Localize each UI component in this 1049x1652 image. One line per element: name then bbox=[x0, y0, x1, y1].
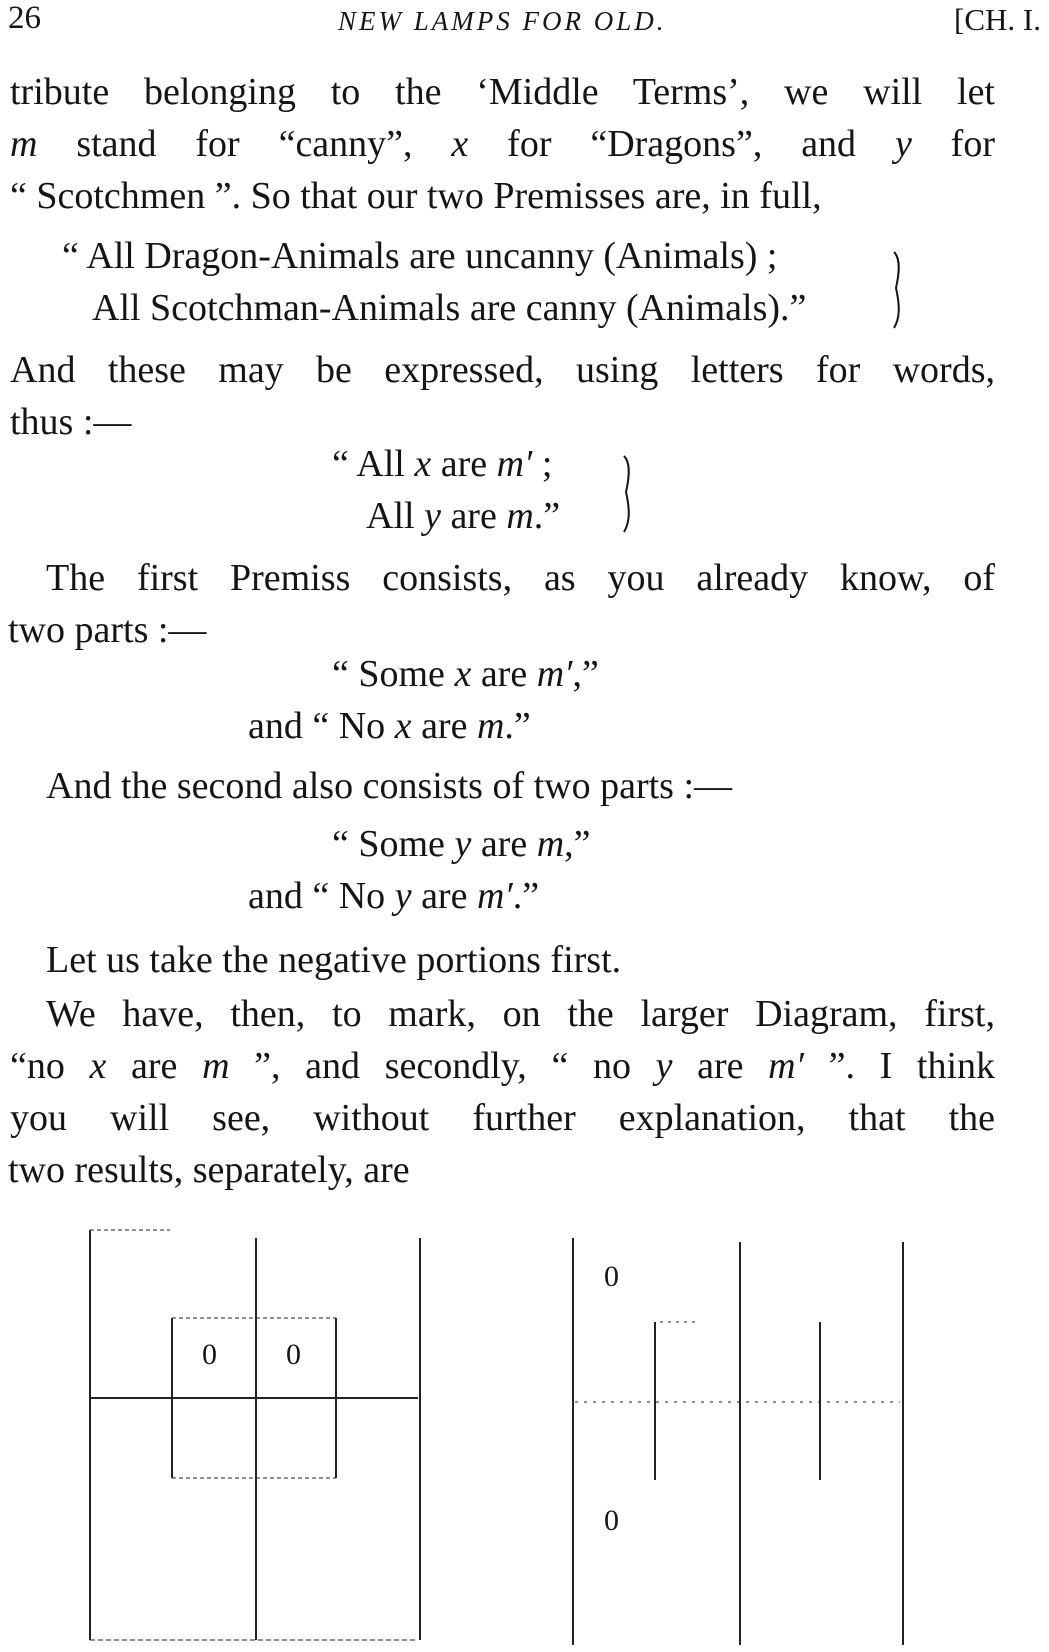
paragraph-line: Let us take the negative portions first. bbox=[46, 939, 622, 981]
mark-zero: 0 bbox=[604, 1260, 619, 1293]
brace-icon bbox=[618, 452, 638, 536]
paragraph-line: you will see, without further explanation, that the bbox=[10, 1097, 995, 1139]
paragraph-line: We have, then, to mark, on the larger Diagram, first, bbox=[46, 993, 995, 1035]
page-number: 26 bbox=[8, 0, 41, 36]
premiss-line: All Scotchman-Animals are canny (Animals).” bbox=[92, 287, 807, 329]
paragraph-line: The first Premiss consists, as you already know, of bbox=[46, 557, 995, 599]
paragraph-line: And the second also consists of two parts :— bbox=[46, 765, 733, 807]
running-title: NEW LAMPS FOR OLD. bbox=[338, 6, 667, 36]
paragraph-line: And these may be expressed, using letters for words, bbox=[10, 349, 995, 391]
paragraph-line: m stand for “canny”, x for “Dragons”, and y for bbox=[10, 123, 995, 165]
symbolic-premiss: All y are m.” bbox=[366, 495, 561, 537]
mark-zero: 0 bbox=[604, 1504, 619, 1537]
mark-zero: 0 bbox=[202, 1338, 217, 1371]
premiss-part: “ Some x are m′,” bbox=[332, 653, 599, 695]
brace-icon bbox=[888, 248, 908, 332]
left-diagram bbox=[90, 1230, 420, 1640]
premiss-part: and “ No y are m′.” bbox=[248, 875, 540, 917]
premiss-line: “ All Dragon-Animals are uncanny (Animals) ; bbox=[62, 235, 778, 277]
paragraph-line: thus :— bbox=[10, 401, 132, 443]
premiss-part: and “ No x are m.” bbox=[248, 705, 531, 747]
biliteral-diagrams bbox=[0, 1215, 1049, 1652]
paragraph-line: tribute belonging to the ‘Middle Terms’, we will let bbox=[10, 71, 995, 113]
paragraph-line: two parts :— bbox=[8, 609, 207, 651]
premiss-part: “ Some y are m,” bbox=[332, 823, 591, 865]
paragraph-line: two results, separately, are bbox=[8, 1149, 410, 1191]
paragraph-line: “no x are m ”, and secondly, “ no y are m′ ”. I think bbox=[10, 1045, 995, 1087]
right-diagram bbox=[573, 1238, 903, 1645]
mark-zero: 0 bbox=[286, 1338, 301, 1371]
running-header bbox=[8, 0, 1041, 44]
paragraph-line: “ Scotchmen ”. So that our two Premisses are, in full, bbox=[10, 175, 822, 217]
chapter-marker: [CH. I. bbox=[954, 2, 1041, 37]
symbolic-premiss: “ All x are m′ ; bbox=[332, 443, 553, 485]
